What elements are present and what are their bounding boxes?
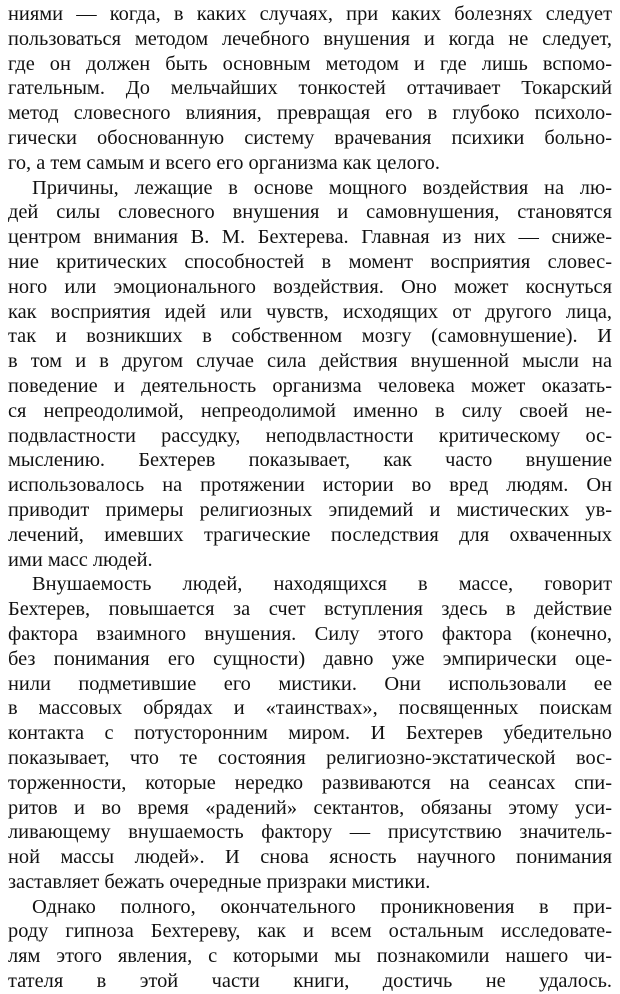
text-line: роду гипноза Бехтереву, как и всем остальным исследовате- — [8, 920, 612, 943]
text-line: лечений, имевших трагические последствия для охваченных — [8, 523, 612, 546]
text-line: поведение и деятельность организма человека может оказать- — [8, 374, 612, 397]
text-line: ритов и во время «радений» сектантов, обязаны этому уси- — [8, 796, 612, 819]
text-line: ниями — когда, в каких случаях, при каких болезнях следует — [8, 3, 612, 25]
paragraph-2 — [8, 176, 612, 573]
text-line: ливающему внушаемость фактору — присутствию значитель- — [8, 821, 612, 844]
paragraph-1 — [8, 2, 612, 176]
paragraph-4 — [8, 895, 612, 994]
text-line: ной массы людей». И снова ясность научного понимания — [8, 846, 612, 869]
text-line: лям этого явления, с которыми мы познакомили нашего чи- — [8, 945, 612, 968]
paragraph-3 — [8, 572, 612, 894]
document-page — [8, 2, 612, 994]
text-line: в массовых обрядах и «таинствах», посвященных поискам — [8, 697, 612, 720]
text-line: Бехтерев, повышается за счет вступления здесь в действие — [8, 598, 612, 621]
text-line: ими масс людей. — [8, 548, 153, 571]
text-line: ся непреодолимой, непреодолимой именно в силу своей не- — [8, 399, 612, 422]
text-line: дей силы словесного внушения и самовнушения, становятся — [8, 201, 612, 224]
text-line: показывает, что те состояния религиозно-экстатической вос- — [8, 746, 612, 769]
text-line: тателя в этой части книги, достичь не удалось. — [8, 970, 612, 993]
text-line: фактора взаимного внушения. Силу этого фактора (конечно, — [8, 622, 612, 645]
text-line: в том и в другом случае сила действия внушенной мысли на — [8, 350, 612, 373]
text-line: подвластности рассудку, неподвластности критическому ос- — [8, 424, 612, 447]
text-line: гически обоснованную систему врачевания психики больно- — [8, 126, 612, 149]
text-line: как восприятия идей или чувств, исходящих от другого лица, — [8, 300, 612, 323]
text-line: центром внимания В. М. Бехтерева. Главная из них — сниже- — [8, 226, 612, 249]
text-line: приводит примеры религиозных эпидемий и мистических ув- — [8, 498, 612, 521]
text-line: где он должен быть основным методом и где лишь вспомо- — [8, 52, 612, 75]
text-line: без понимания его сущности) давно уже эмпирически оце- — [8, 647, 612, 670]
text-line: Внушаемость людей, находящихся в массе, говорит — [32, 573, 612, 596]
text-line: ние критических способностей в момент восприятия словес- — [8, 250, 612, 273]
text-line: использовалось на протяжении истории во вред людям. Он — [8, 474, 612, 497]
text-line: Причины, лежащие в основе мощного воздействия на лю- — [32, 176, 612, 199]
text-line: мыслению. Бехтерев показывает, как часто внушение — [8, 449, 612, 472]
text-line: Однако полного, окончательного проникновения в при- — [32, 895, 612, 918]
text-line: метод словесного влияния, превращая его в глубоко психоло- — [8, 102, 612, 125]
text-line: гательным. До мельчайших тонкостей оттачивает Токарский — [8, 77, 612, 100]
text-line: нили подметившие его мистики. Они использовали ее — [8, 672, 612, 695]
text-line: заставляет бежать очередные призраки мистики. — [8, 870, 431, 893]
text-line: ного или эмоционального воздействия. Оно может коснуться — [8, 275, 612, 298]
text-line: так и возникших в собственном мозгу (самовнушение). И — [8, 325, 612, 348]
text-line: торженности, которые нередко развиваются на сеансах спи- — [8, 771, 612, 794]
text-line: го, а тем самым и всего его организма как целого. — [8, 151, 440, 174]
text-line: пользоваться методом лечебного внушения и когда не следует, — [8, 27, 612, 50]
text-line: контакта с потусторонним миром. И Бехтерев убедительно — [8, 722, 612, 745]
